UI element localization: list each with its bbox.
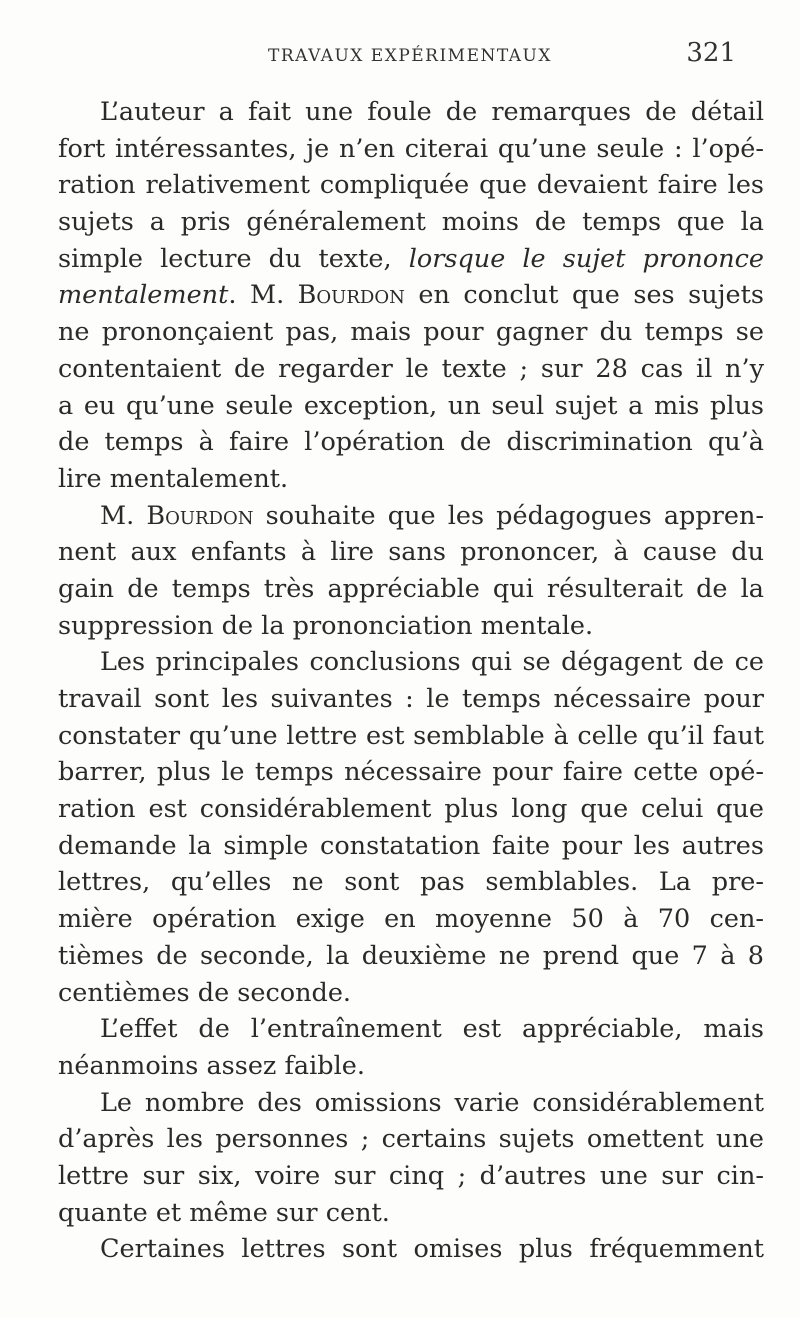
text-line [58, 718, 764, 755]
text-line [58, 1121, 764, 1158]
text-segment: tièmes de seconde, la deuxième ne prend que 7 à 8 [58, 940, 764, 971]
text-segment: demande la simple constatation faite pour les autres [58, 830, 764, 861]
page-number: 321 [686, 38, 736, 68]
text-segment: ration relativement compliquée que devaient faire les [58, 170, 764, 201]
text-line [58, 424, 764, 461]
text-segment: sujets a pris généralement moins de temps que la [58, 207, 764, 238]
text-segment: néanmoins assez faible. [58, 1050, 365, 1081]
text-line [58, 241, 764, 278]
text-segment: M. [100, 500, 147, 531]
text-line [58, 351, 764, 388]
text-segment: ration est considérablement plus long que celui que [58, 794, 764, 825]
text-segment: simple lecture du texte, [58, 243, 409, 274]
text-segment: nent aux enfants à lire sans prononcer, à cause du [58, 537, 764, 568]
text-line [58, 498, 764, 535]
text-line [58, 644, 764, 681]
text-line [58, 975, 764, 1012]
text-segment: fort intéressantes, je n’en citerai qu’une seule : l’opé- [58, 133, 764, 164]
text-segment: constater qu’une lettre est semblable à celle qu’il faut [58, 720, 764, 751]
text-line [58, 1195, 764, 1232]
text-line [58, 277, 764, 314]
text-line [58, 901, 764, 938]
text-segment: lire mentalement. [58, 463, 289, 494]
text-line [58, 1231, 764, 1268]
running-title: TRAVAUX EXPÉRIMENTAUX [268, 46, 552, 66]
text-line [58, 461, 764, 498]
text-line [58, 388, 764, 425]
text-segment: L’effet de l’entraînement est appréciable, mais [100, 1014, 764, 1045]
text-line [58, 314, 764, 351]
text-segment: d’après les personnes ; certains sujets omettent une [58, 1124, 764, 1155]
text-line [58, 1158, 764, 1195]
text-segment: barrer, plus le temps nécessaire pour faire cette opé- [58, 757, 764, 788]
text-line [58, 167, 764, 204]
text-line [58, 1048, 764, 1085]
text-line [58, 754, 764, 791]
text-segment: travail sont les suivantes : le temps nécessaire pour [58, 684, 764, 714]
text-segment: ne prononçaient pas, mais pour gagner du temps se [58, 317, 764, 348]
running-head [60, 38, 760, 78]
text-segment: mière opération exige en moyenne 50 à 70 cen- [58, 904, 764, 935]
text-segment: souhaite que les pédagogues appren- [253, 500, 764, 531]
text-segment: centièmes de seconde. [58, 977, 352, 1008]
text-segment: contentaient de regarder le texte ; sur 28 cas il n’y [58, 353, 764, 384]
text-segment: lettres, qu’elles ne sont pas semblables. La pre- [58, 867, 764, 898]
text-segment: lettre sur six, voire sur cinq ; d’autres une sur cin- [58, 1160, 764, 1191]
text-segment: gain de temps très appréciable qui résulterait de la [58, 573, 764, 604]
text-line [58, 828, 764, 865]
text-segment: Certaines lettres sont omises plus fréquemment [100, 1234, 764, 1265]
italic-text: mentalement [58, 280, 229, 311]
text-line [58, 131, 764, 168]
text-line [58, 204, 764, 241]
text-line [58, 864, 764, 901]
text-line [58, 571, 764, 608]
text-segment: Les principales conclusions qui se dégagent de ce [100, 647, 764, 678]
text-line [58, 791, 764, 828]
text-segment: suppression de la prononciation mentale. [58, 610, 594, 641]
text-segment: a eu qu’une seule exception, un seul sujet a mis plus [58, 390, 764, 421]
text-segment: quante et même sur cent. [58, 1197, 390, 1228]
body-text [58, 94, 764, 1268]
text-segment: L’auteur a fait une foule de remarques de détail [100, 97, 764, 127]
text-line [58, 1011, 764, 1048]
text-line [58, 1085, 764, 1122]
italic-text: lorsque le sujet prononce [408, 243, 764, 274]
author-name: Bourdon [146, 500, 254, 531]
text-segment: . M. [228, 280, 298, 311]
text-segment: de temps à faire l’opération de discrimination qu’à [58, 427, 764, 458]
author-name: Bourdon [297, 280, 405, 311]
text-segment: Le nombre des omissions varie considérablement [100, 1087, 764, 1118]
text-line [58, 94, 764, 131]
text-segment: en conclut que ses sujets [404, 280, 764, 311]
text-line [58, 608, 764, 645]
text-line [58, 938, 764, 975]
text-line [58, 681, 764, 718]
text-line [58, 534, 764, 571]
